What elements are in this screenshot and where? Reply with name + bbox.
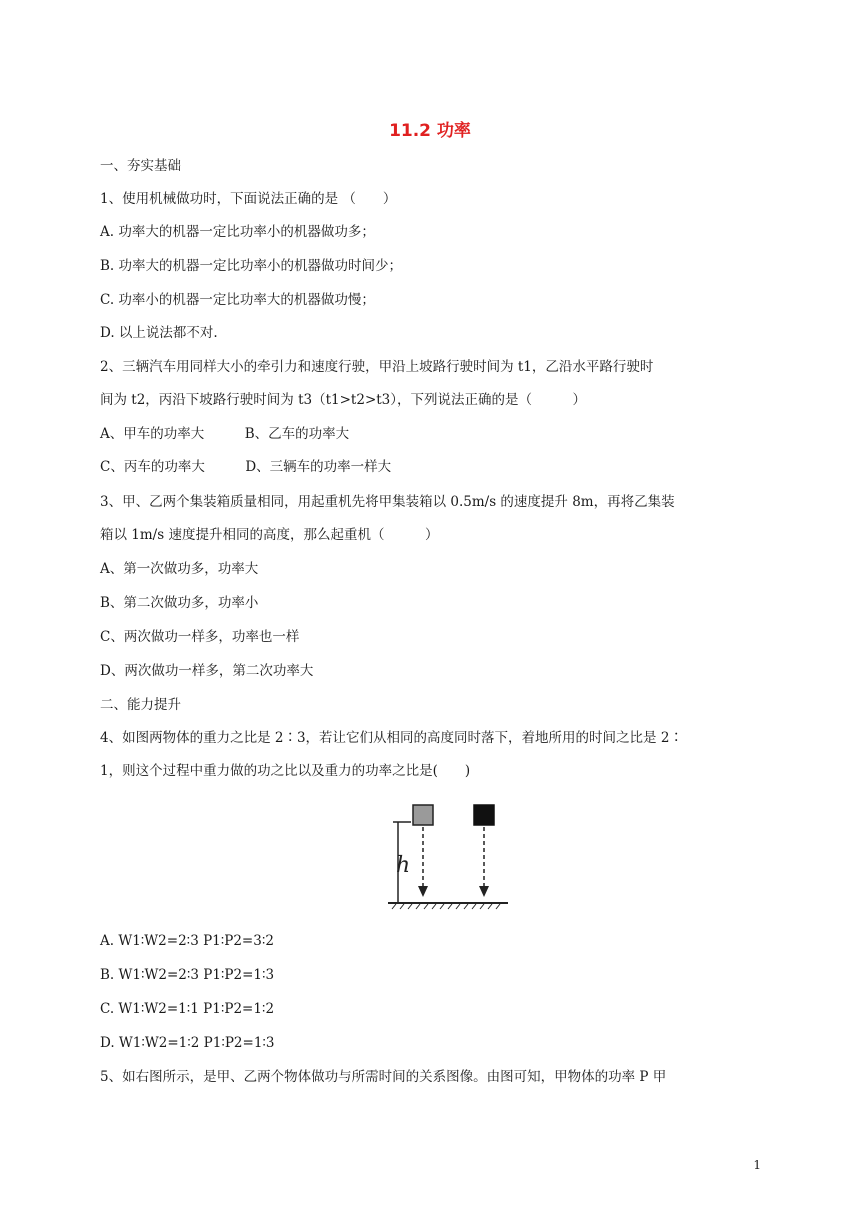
falling-objects-diagram [388, 800, 508, 912]
question-3-option-c: C、两次做功一样多，功率也一样 [100, 629, 300, 645]
question-4-option-b: B. W1∶W2=2∶3 P1∶P2=1∶3 [100, 967, 275, 983]
question-1-stem: 1、使用机械做功时，下面说法正确的是 （ ） [100, 191, 397, 207]
question-1-option-c: C. 功率小的机器一定比功率大的机器做功慢； [100, 292, 375, 308]
question-2-stem-line-1: 2、三辆汽车用同样大小的牵引力和速度行驶，甲沿上坡路行驶时间为 t1，乙沿水平路行驶时 [100, 359, 654, 375]
question-3-option-a: A、第一次做功多，功率大 [100, 561, 259, 577]
gray-block [413, 805, 433, 825]
question-1-option-d: D. 以上说法都不对. [100, 325, 218, 341]
question-4-stem-line-2: 1，则这个过程中重力做的功之比以及重力的功率之比是( ) [100, 763, 471, 779]
page-title: 11.2 功率 [389, 121, 471, 141]
question-3-option-b: B、第二次做功多，功率小 [100, 595, 259, 611]
page-number: 1 [753, 1158, 761, 1172]
question-4-option-a: A. W1∶W2=2∶3 P1∶P2=3∶2 [100, 933, 274, 949]
question-3-option-d: D、两次做功一样多，第二次功率大 [100, 663, 314, 679]
question-1-option-a: A. 功率大的机器一定比功率小的机器做功多； [100, 224, 375, 240]
question-4-option-c: C. W1∶W2=1∶1 P1∶P2=1∶2 [100, 1001, 275, 1017]
height-label: h [396, 853, 411, 878]
question-2-stem-line-2: 间为 t2，丙沿下坡路行驶时间为 t3（t1>t2>t3），下列说法正确的是（ ） [100, 392, 587, 408]
question-4-stem-line-1: 4、如图两物体的重力之比是 2∶3，若让它们从相同的高度同时落下，着地所用的时间之比是 2∶ [100, 730, 683, 746]
question-3-stem-line-2: 箱以 1m/s 速度提升相同的高度，那么起重机（ ） [100, 527, 439, 543]
question-5-stem-line-1: 5、如右图所示，是甲、乙两个物体做功与所需时间的关系图像。由图可知，甲物体的功率 P 甲 [100, 1069, 667, 1085]
falling-objects-figure [388, 800, 508, 912]
question-3-stem-line-1: 3、甲、乙两个集装箱质量相同，用起重机先将甲集装箱以 0.5m/s 的速度提升 8m，再将乙集装 [100, 494, 675, 510]
question-2-options-ab: A、甲车的功率大 B、乙车的功率大 [100, 426, 350, 442]
question-2-options-cd: C、丙车的功率大 D、三辆车的功率一样大 [100, 459, 392, 475]
section-heading-advanced: 二、能力提升 [100, 697, 181, 713]
black-block [474, 805, 494, 825]
section-heading-basic: 一、夯实基础 [100, 158, 181, 174]
question-1-option-b: B. 功率大的机器一定比功率小的机器做功时间少； [100, 258, 403, 274]
question-4-option-d: D. W1∶W2=1∶2 P1∶P2=1∶3 [100, 1035, 275, 1051]
